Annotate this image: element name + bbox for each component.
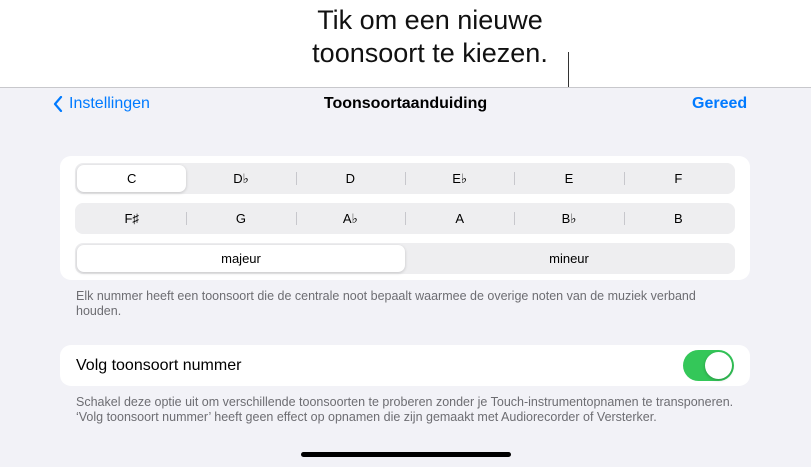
chevron-left-icon [53,96,63,112]
key-option-g[interactable]: G [186,205,295,232]
key-option-d-flat[interactable]: D♭ [233,170,249,186]
back-button-label: Instellingen [69,95,150,112]
mode-selector [75,243,735,274]
key-row-2 [75,203,735,234]
key-row-1 [75,163,735,194]
follow-key-label: Volg toonsoort nummer [76,357,242,374]
key-option-e-flat[interactable]: E♭ [405,165,514,192]
key-option-a-flat[interactable]: A♭ [296,205,405,232]
key-option-f-sharp[interactable]: F♯ [124,211,139,226]
key-option-b-flat[interactable]: B♭ [514,205,623,232]
mode-option-major[interactable]: majeur [77,245,405,272]
key-option-d[interactable]: D [296,165,405,192]
follow-key-row [60,345,750,386]
mode-option-minor[interactable]: mineur [549,251,589,266]
done-button[interactable]: Gereed [692,95,748,112]
key-footnote: Elk nummer heeft een toonsoort die de centrale noot bepaalt waarmee de overige noten van de muziek verband houden. [76,289,696,318]
page-title: Toonsoortaanduiding [323,95,488,112]
key-option-e[interactable]: E [514,165,623,192]
follow-key-toggle[interactable] [683,350,734,381]
follow-footnote: Schakel deze optie uit om verschillende toonsoorten te proberen zonder je Touch-instrumentopnamen te transponeren. ‘Volg toonsoort nummer’ heeft geen effect op opnamen die zijn gemaakt met Audiorecorder of Versterker. [76,395,734,424]
key-option-b[interactable]: B [624,205,733,232]
back-button[interactable] [53,95,150,113]
toggle-knob [705,352,732,379]
key-option-f[interactable]: F [624,165,733,192]
key-option-a[interactable]: A [405,205,514,232]
key-option-c[interactable]: C [77,165,186,192]
callout-text: Tik om een nieuwe toonsoort te kiezen. [312,5,548,68]
home-indicator [301,452,511,457]
